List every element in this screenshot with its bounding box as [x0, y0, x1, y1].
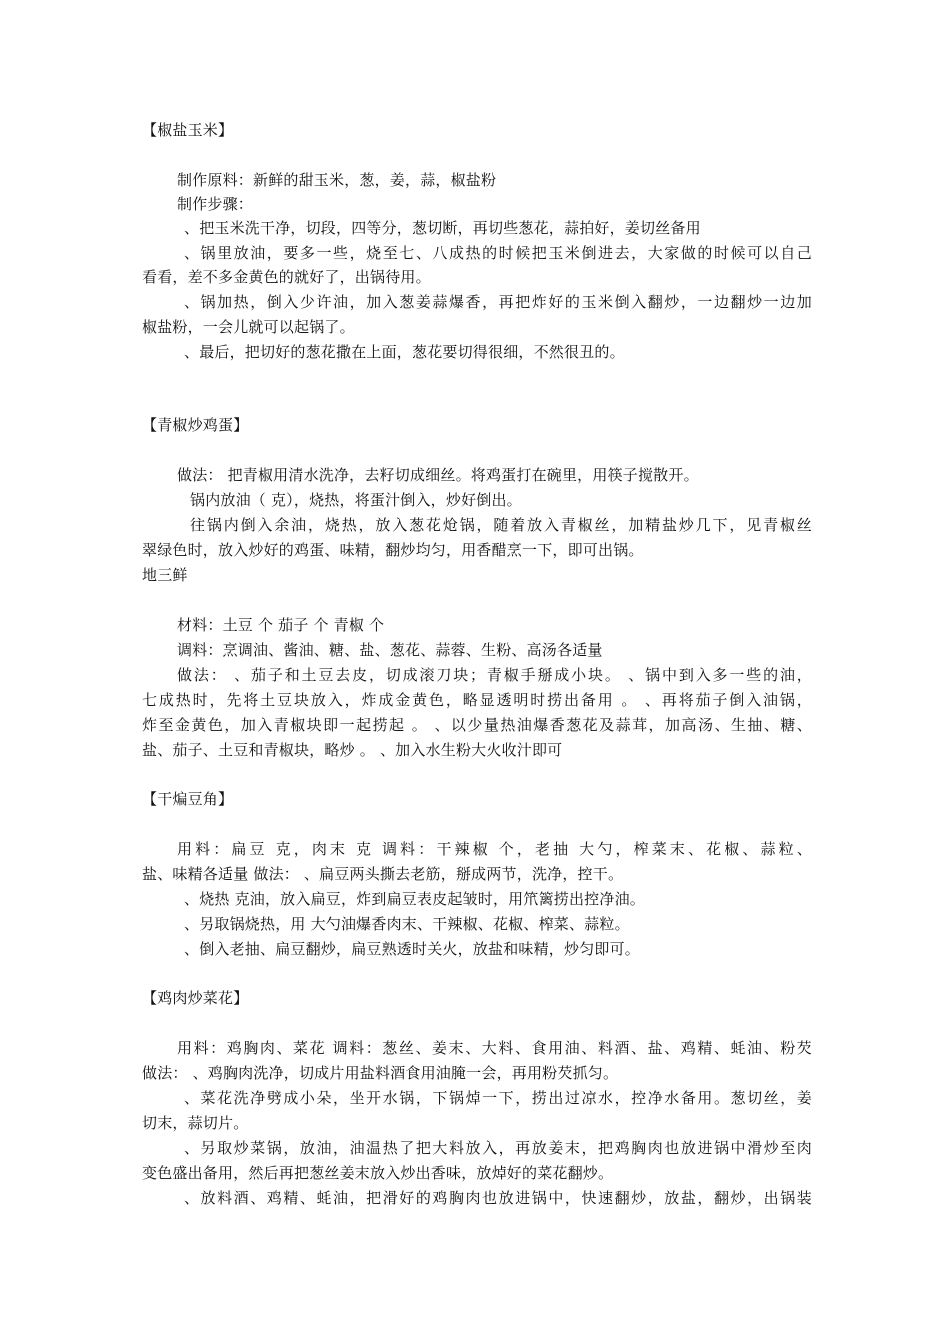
text-line: 做法： 、茄子和土豆去皮，切成滚刀块；青椒手掰成小块。 、锅中到入多一些的油， [177, 666, 812, 684]
text-line: 、倒入老抽、扁豆翻炒，扁豆熟透时关火，放盐和味精，炒匀即可。 [184, 940, 641, 958]
text-line: 、菜花洗净劈成小朵，坐开水锅，下锅焯一下，捞出过凉水，控净水备用。葱切丝，姜 [184, 1089, 812, 1107]
text-line: 制作原料：新鲜的甜玉米，葱，姜，蒜，椒盐粉 [177, 171, 497, 189]
text-line: 盐、茄子、土豆和青椒块，略炒 。 、加入水生粉大火收汁即可 [142, 741, 563, 759]
text-line: 、最后，把切好的葱花撒在上面，葱花要切得很细，不然很丑的。 [184, 343, 625, 361]
section-title: 地三鲜 [142, 566, 188, 584]
text-line: 炸至金黄色，加入青椒块即一起捞起 。 、以少量热油爆香葱花及蒜茸，加高汤、生抽、糖、 [142, 716, 812, 734]
text-line: 七成热时，先将土豆块放入，炸成金黄色，略显透明时捞出备用 。 、再将茄子倒入油锅， [142, 691, 812, 709]
text-line: 盐、味精各适量 做法： 、扁豆两头撕去老筋，掰成两节，洗净，控干。 [142, 865, 624, 883]
text-line: 看看，差不多金黄色的就好了，出锅待用。 [142, 268, 431, 286]
text-line: 做法： 把青椒用清水洗净，去籽切成细丝。将鸡蛋打在碗里，用筷子搅散开。 [177, 466, 699, 484]
text-line: 材料：土豆 个 茄子 个 青椒 个 [177, 616, 385, 634]
text-line: 、锅加热，倒入少许油，加入葱姜蒜爆香，再把炸好的玉米倒入翻炒，一边翻炒一边加 [184, 293, 812, 311]
text-line: 切末，蒜切片。 [142, 1114, 249, 1132]
text-line: 做法： 、鸡胸肉洗净，切成片用盐料酒食用油腌一会，再用粉芡抓匀。 [142, 1064, 619, 1082]
section-title: 【干煸豆角】 [142, 790, 234, 808]
section-title: 【鸡肉炒菜花】 [142, 989, 249, 1007]
text-line: 用料：鸡胸肉、菜花 调料：葱丝、姜末、大料、食用油、料酒、盐、鸡精、蚝油、粉芡 [177, 1039, 812, 1057]
section-title: 【青椒炒鸡蛋】 [142, 416, 249, 434]
text-line: 椒盐粉，一会儿就可以起锅了。 [142, 318, 355, 336]
text-line: 锅内放油（ 克），烧热，将蛋汁倒入，炒好倒出。 [190, 491, 522, 509]
text-line: 、把玉米洗干净，切段，四等分，葱切断，再切些葱花，蒜拍好，姜切丝备用 [184, 219, 701, 237]
text-line: 翠绿色时，放入炒好的鸡蛋、味精，翻炒均匀，用香醋烹一下，即可出锅。 [142, 541, 644, 559]
text-line: 变色盛出备用，然后再把葱丝姜末放入炒出香味，放焯好的菜花翻炒。 [142, 1164, 614, 1182]
text-line: 用料：扁豆 克，肉末 克 调料：干辣椒 个，老抽 大勺，榨菜末、花椒、蒜粒、 [177, 840, 812, 858]
text-line: 往锅内倒入余油，烧热，放入葱花炝锅，随着放入青椒丝，加精盐炒几下，见青椒丝 [190, 516, 812, 534]
section-title: 【椒盐玉米】 [142, 121, 234, 139]
text-line: 、放料酒、鸡精、蚝油，把滑好的鸡胸肉也放进锅中，快速翻炒，放盐，翻炒，出锅装 [184, 1189, 812, 1207]
text-line: 调料：烹调油、酱油、糖、盐、葱花、蒜蓉、生粉、高汤各适量 [177, 641, 603, 659]
text-line: 、另取锅烧热，用 大勺油爆香肉末、干辣椒、花椒、榨菜、蒜粒。 [184, 915, 630, 933]
text-line: 、烧热 克油，放入扁豆，炸到扁豆表皮起皱时，用笊篱捞出控净油。 [184, 890, 645, 908]
text-line: 、另取炒菜锅，放油，油温热了把大料放入，再放姜末，把鸡胸肉也放进锅中滑炒至肉 [184, 1139, 812, 1157]
text-line: 制作步骤： [177, 195, 254, 213]
text-line: 、锅里放油，要多一些，烧至七、八成热的时候把玉米倒进去，大家做的时候可以自己 [184, 244, 812, 262]
